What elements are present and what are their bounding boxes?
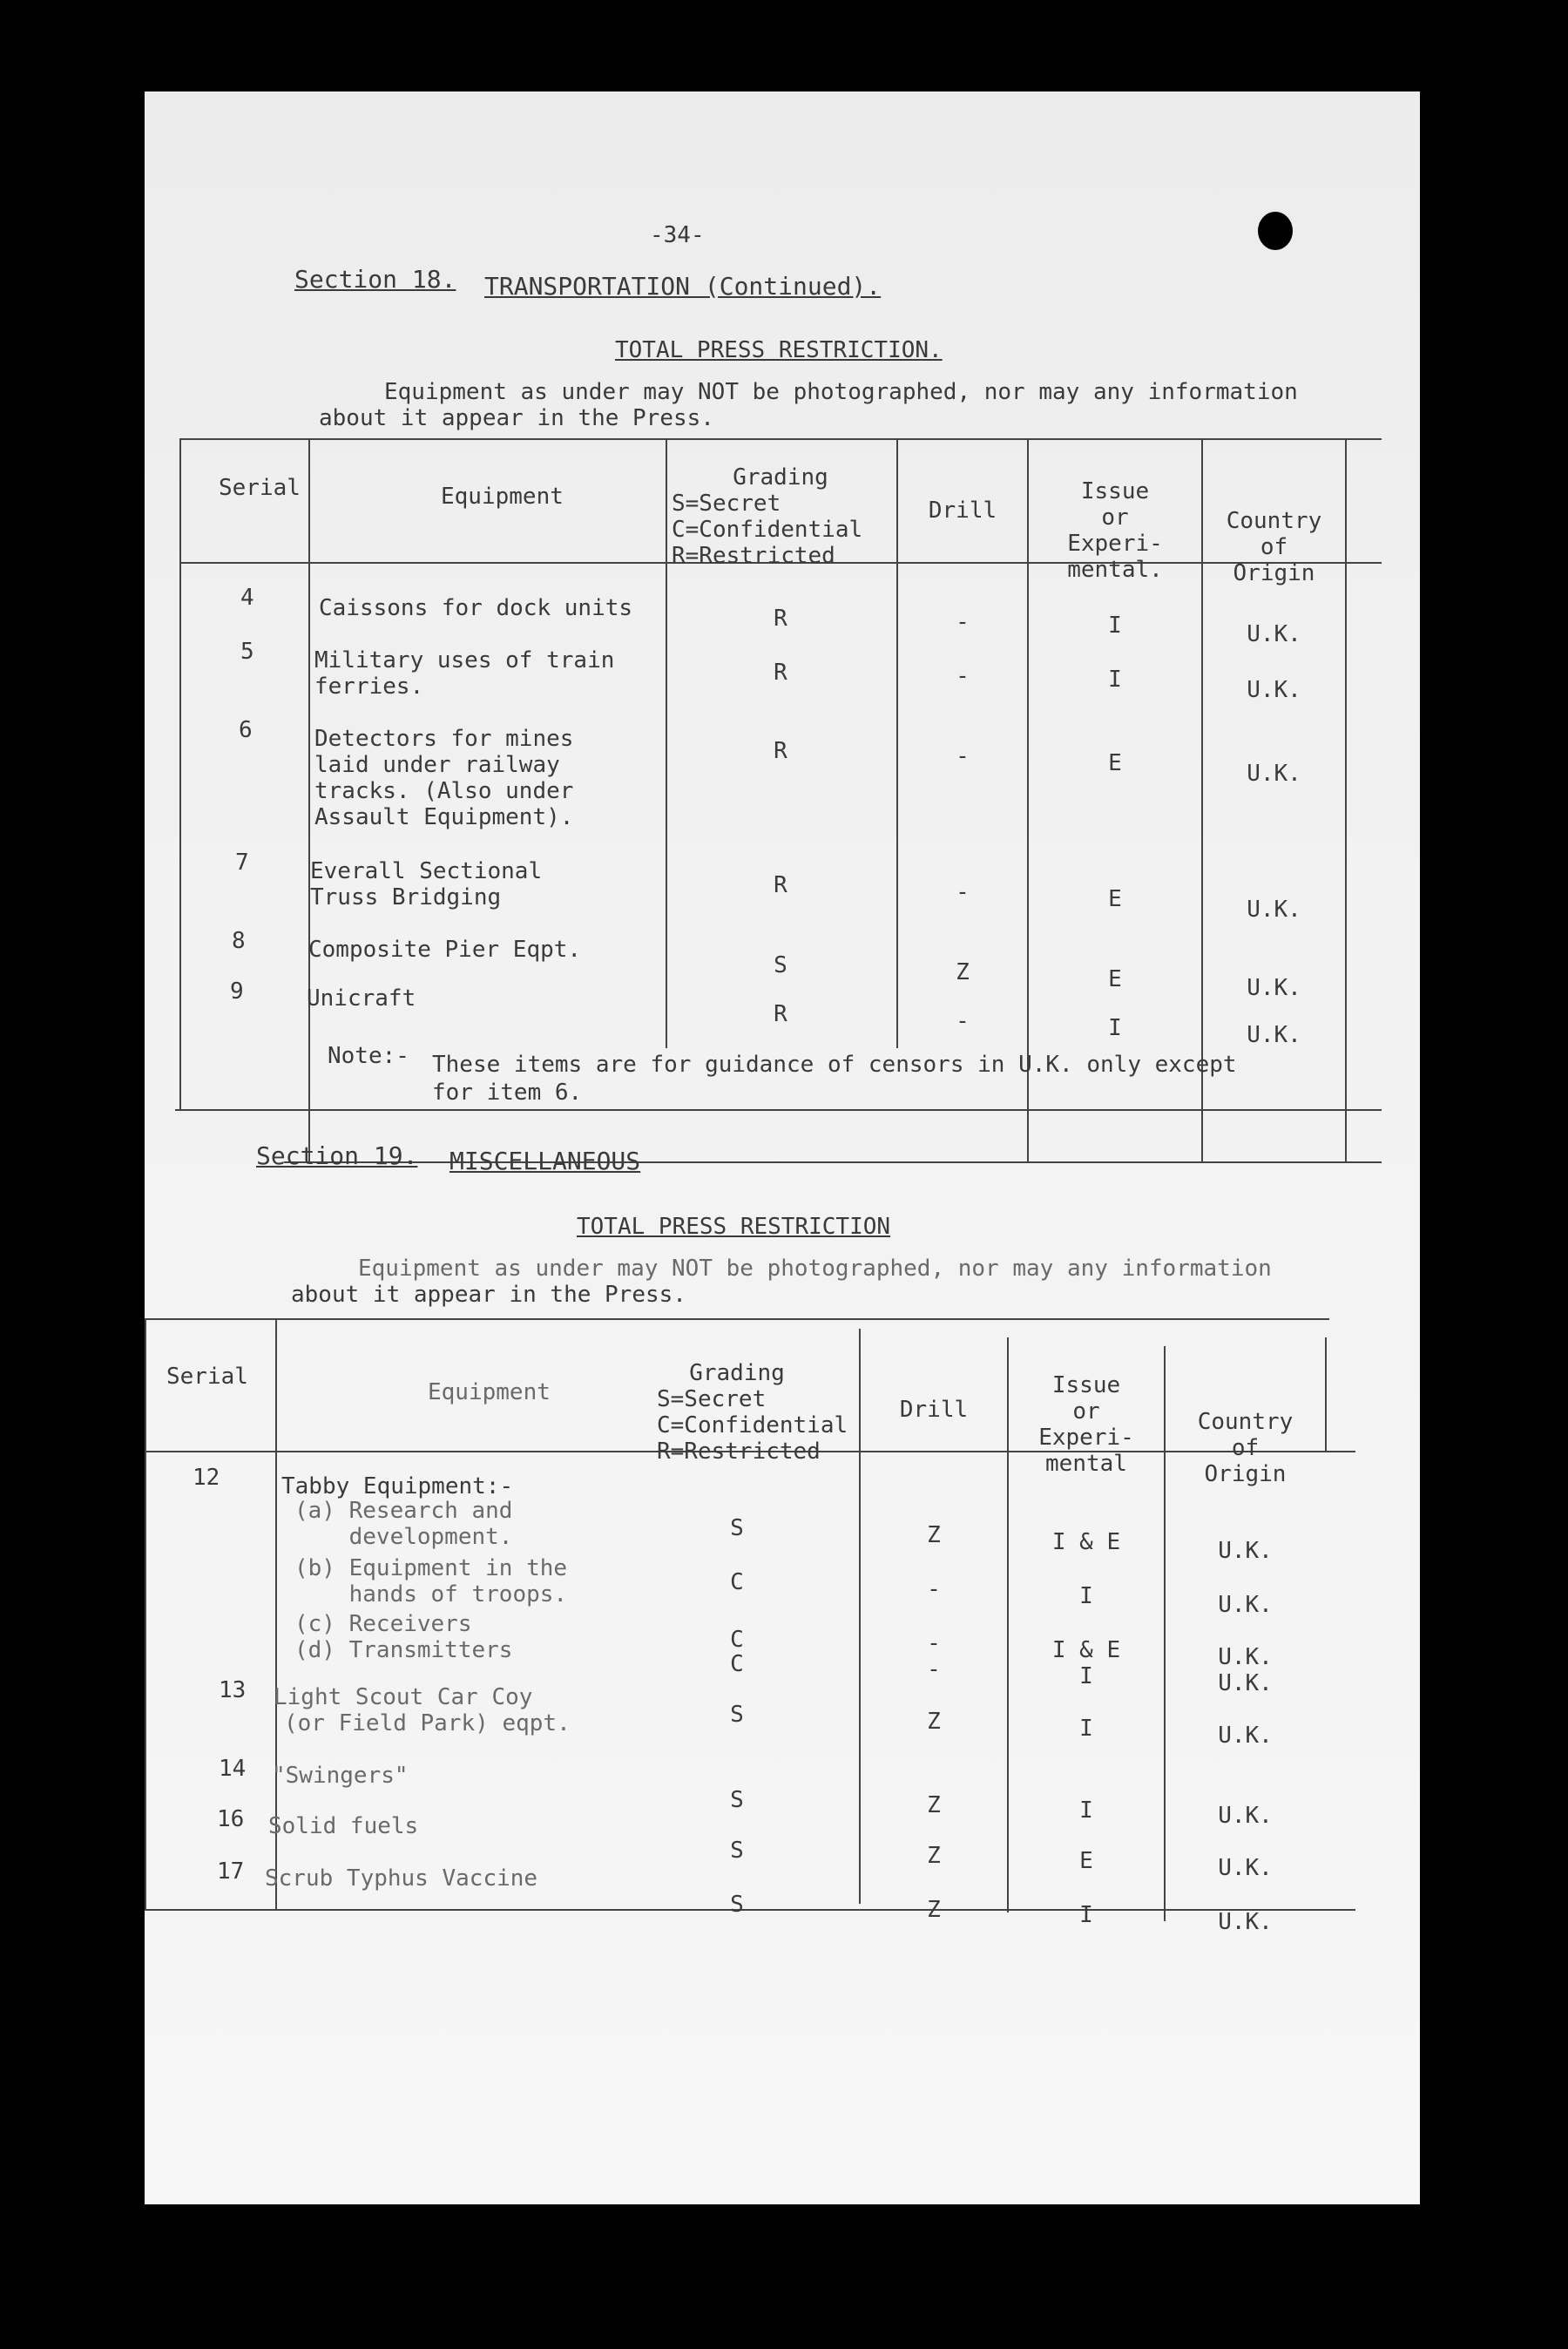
equipment-cell: tracks. (Also under (314, 778, 574, 804)
equipment-cell: Everall Sectional (310, 858, 543, 884)
col-header-grading-confidential: C=Confidential (657, 1412, 848, 1439)
col-header-serial: Serial (166, 1364, 248, 1390)
punch-hole (1258, 212, 1293, 250)
grading-cell: S (730, 1702, 744, 1728)
equipment-cell: Solid fuels (268, 1813, 419, 1839)
section19-statement-line2: about it appear in the Press. (291, 1282, 686, 1308)
drill-cell: - (956, 879, 970, 905)
col-header-equipment: Equipment (441, 484, 564, 510)
country-cell: U.K. (1247, 897, 1301, 923)
grading-cell: R (774, 606, 787, 632)
equipment-cell: (or Field Park) eqpt. (284, 1710, 571, 1736)
country-cell: U.K. (1218, 1592, 1273, 1618)
equipment-cell: (a) Research and (294, 1498, 513, 1524)
equipment-cell: ferries. (314, 674, 424, 700)
col-header-country-origin: Origin (1233, 560, 1315, 586)
grading-cell: R (774, 872, 787, 898)
equipment-cell: Composite Pier Eqpt. (308, 937, 582, 963)
grading-cell: C (730, 1651, 744, 1677)
drill-cell: Z (927, 1709, 941, 1735)
serial-cell: 13 (219, 1677, 247, 1703)
section18-label: Section 18. (294, 265, 456, 294)
country-cell: U.K. (1218, 1538, 1273, 1564)
note-line2: for item 6. (432, 1080, 583, 1106)
col-header-serial: Serial (219, 475, 301, 501)
drill-cell: - (956, 663, 970, 689)
equipment-cell: Military uses of train (314, 647, 615, 674)
issue-cell: I (1079, 1663, 1093, 1689)
serial-cell: 17 (217, 1858, 245, 1885)
issue-cell: I (1079, 1797, 1093, 1824)
col-header-grading: Grading (689, 1360, 785, 1386)
grading-cell: R (774, 660, 787, 686)
serial-cell: 6 (239, 717, 253, 743)
equipment-cell: "Swingers" (272, 1763, 409, 1789)
section19-statement-line1: Equipment as under may NOT be photographed, nor may any information (358, 1256, 1272, 1282)
drill-cell: - (956, 609, 970, 635)
country-cell: U.K. (1218, 1803, 1273, 1829)
equipment-cell: (c) Receivers (294, 1611, 472, 1637)
drill-cell: - (956, 1008, 970, 1034)
serial-cell: 12 (193, 1465, 220, 1491)
col-header-grading-restricted: R=Restricted (657, 1439, 821, 1465)
drill-cell: Z (927, 1792, 941, 1818)
drill-cell: Z (927, 1843, 941, 1869)
grading-cell: C (730, 1627, 744, 1653)
col-header-country-of: of (1231, 1435, 1260, 1461)
equipment-cell: Detectors for mines (314, 726, 574, 752)
issue-cell: E (1108, 966, 1122, 992)
issue-cell: I (1079, 1583, 1093, 1609)
serial-cell: 14 (219, 1756, 247, 1782)
grading-cell: C (730, 1569, 744, 1595)
grading-cell: S (730, 1515, 744, 1541)
issue-cell: I (1108, 613, 1122, 639)
col-header-issue: Issue (1080, 478, 1150, 504)
equipment-cell: Unicraft (307, 985, 416, 1012)
equipment-cell: Assault Equipment). (314, 804, 574, 830)
country-cell: U.K. (1218, 1855, 1273, 1881)
serial-cell: 9 (230, 978, 244, 1005)
country-cell: U.K. (1247, 761, 1301, 787)
serial-cell: 5 (240, 639, 254, 665)
drill-cell: - (927, 1656, 941, 1682)
section18-restriction: TOTAL PRESS RESTRICTION. (615, 337, 943, 363)
col-header-grading-secret: S=Secret (672, 491, 781, 517)
equipment-cell: Truss Bridging (310, 884, 502, 910)
country-cell: U.K. (1247, 677, 1301, 703)
equipment-cell: Scrub Typhus Vaccine (265, 1865, 538, 1892)
issue-cell: E (1108, 750, 1122, 776)
col-header-grading-secret: S=Secret (657, 1386, 767, 1412)
section18-statement-line2: about it appear in the Press. (319, 405, 714, 431)
country-cell: U.K. (1218, 1723, 1273, 1749)
drill-cell: - (956, 743, 970, 769)
note-line1: These items are for guidance of censors in U.K. only except (432, 1052, 1237, 1078)
col-header-grading-restricted: R=Restricted (672, 543, 835, 569)
country-cell: U.K. (1247, 1022, 1301, 1048)
col-header-issue-or: or (1072, 1398, 1100, 1425)
section19-label: Section 19. (256, 1141, 418, 1170)
issue-cell: I (1108, 667, 1122, 693)
col-header-equipment: Equipment (428, 1379, 551, 1405)
country-cell: U.K. (1218, 1644, 1273, 1670)
grading-cell: R (774, 1001, 787, 1027)
col-header-issue-experi: Experi- (1067, 531, 1163, 557)
grading-cell: S (774, 952, 787, 978)
drill-cell: Z (927, 1522, 941, 1548)
equipment-cell: (b) Equipment in the (294, 1555, 568, 1581)
col-header-country-of: of (1260, 534, 1288, 560)
issue-cell: I (1079, 1716, 1093, 1742)
document-page (145, 91, 1420, 2204)
section18-statement-line1: Equipment as under may NOT be photographed, nor may any information (384, 379, 1298, 405)
col-header-drill: Drill (899, 1397, 969, 1423)
equipment-cell: Caissons for dock units (319, 595, 633, 621)
serial-cell: 7 (235, 850, 249, 876)
page-number: -34- (650, 222, 705, 248)
grading-cell: R (774, 738, 787, 764)
country-cell: U.K. (1247, 975, 1301, 1001)
drill-cell: Z (927, 1897, 941, 1923)
section19-restriction: TOTAL PRESS RESTRICTION (577, 1214, 891, 1240)
section19-title: MISCELLANEOUS (449, 1147, 641, 1175)
equipment-cell: laid under railway (314, 752, 560, 778)
col-header-grading-confidential: C=Confidential (672, 517, 863, 543)
note-label: Note:- (328, 1043, 409, 1069)
section18-title: TRANSPORTATION (Continued). (484, 272, 882, 301)
col-header-country: Country (1226, 508, 1322, 534)
col-header-issue-mental: mental (1045, 1451, 1127, 1477)
col-header-drill: Drill (928, 498, 997, 524)
grading-cell: S (730, 1838, 744, 1864)
drill-cell: - (927, 1630, 941, 1656)
col-header-issue-or: or (1101, 504, 1129, 531)
issue-cell: I (1108, 1015, 1122, 1041)
issue-cell: E (1108, 886, 1122, 912)
serial-cell: 16 (217, 1806, 245, 1832)
equipment-cell: development. (294, 1524, 513, 1550)
col-header-country-origin: Origin (1204, 1461, 1287, 1487)
grading-cell: S (730, 1787, 744, 1813)
grading-cell: S (730, 1892, 744, 1918)
country-cell: U.K. (1218, 1670, 1273, 1696)
col-header-country: Country (1197, 1409, 1294, 1435)
country-cell: U.K. (1247, 621, 1301, 647)
issue-cell: I & E (1051, 1529, 1121, 1555)
equipment-cell: (d) Transmitters (294, 1637, 513, 1663)
equipment-cell: hands of troops. (294, 1581, 568, 1608)
col-header-grading: Grading (733, 464, 828, 491)
country-cell: U.K. (1218, 1909, 1273, 1935)
issue-cell: I & E (1051, 1637, 1121, 1663)
serial-cell: 8 (232, 928, 246, 954)
col-header-issue-experi: Experi- (1038, 1425, 1134, 1451)
drill-cell: Z (956, 959, 970, 985)
col-header-issue-mental: mental. (1067, 557, 1163, 583)
equipment-cell: Light Scout Car Coy (274, 1684, 533, 1710)
col-header-issue: Issue (1051, 1372, 1121, 1398)
issue-cell: I (1079, 1902, 1093, 1928)
issue-cell: E (1079, 1848, 1093, 1874)
drill-cell: - (927, 1576, 941, 1602)
equipment-cell: Tabby Equipment:- (281, 1473, 514, 1499)
serial-cell: 4 (240, 585, 254, 611)
